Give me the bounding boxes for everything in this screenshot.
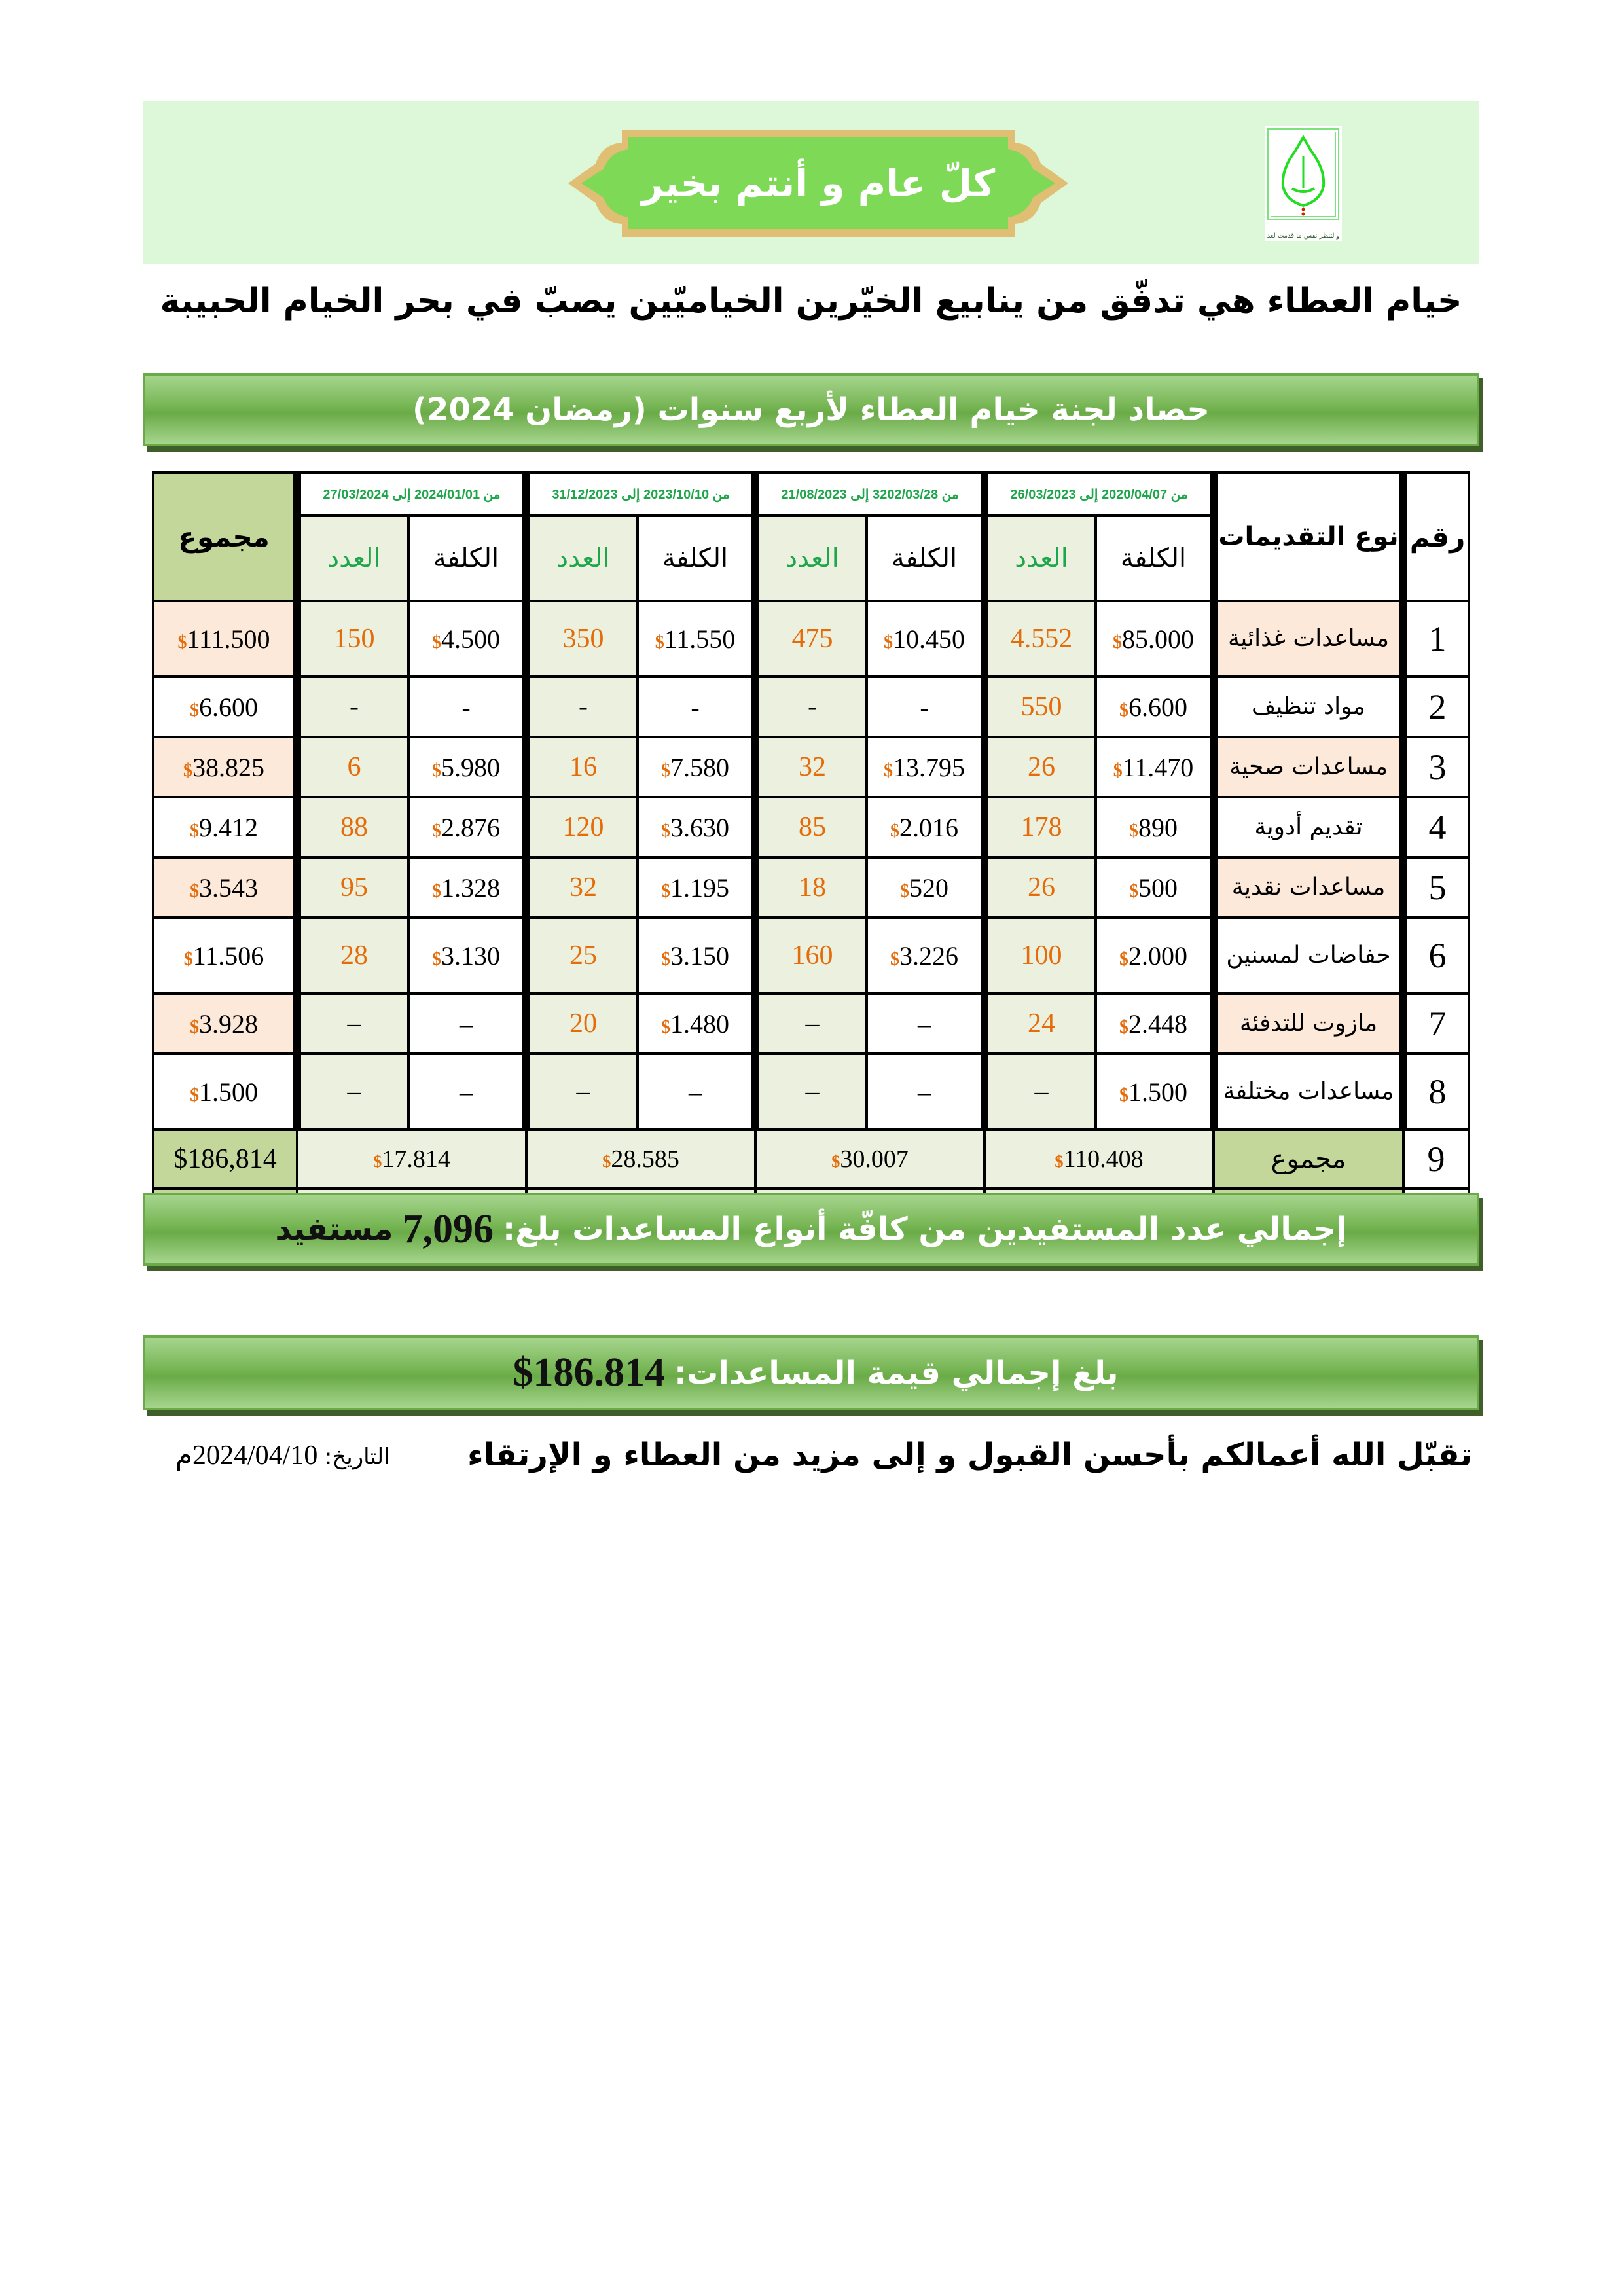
row-rank: 4	[1403, 797, 1469, 857]
row-sum: $111.500	[153, 601, 297, 677]
row-cost: -	[638, 677, 755, 737]
row-rank: 6	[1403, 918, 1469, 994]
totals-row	[153, 1130, 1469, 1189]
dollar-icon: $	[661, 760, 670, 781]
dollar-icon: $	[884, 760, 893, 781]
row-count: 350	[526, 601, 638, 677]
row-cost: –	[408, 994, 526, 1054]
document-date	[175, 1439, 390, 1471]
row-count: 100	[984, 918, 1096, 994]
period-2: من 3202/03/28 إلى 21/08/2023	[755, 473, 984, 516]
row-cost: $3.150	[638, 918, 755, 994]
row-cost: –	[867, 1054, 984, 1130]
period-3: من 2023/10/10 إلى 31/12/2023	[526, 473, 755, 516]
row-rank: 1	[1403, 601, 1469, 677]
dollar-icon: $	[190, 1085, 199, 1105]
row-count: –	[755, 994, 867, 1054]
row-type: حفاضات لمسنين	[1214, 918, 1403, 994]
table-row	[153, 797, 1469, 857]
dollar-icon: $	[432, 760, 441, 781]
dollar-icon: $	[1129, 880, 1138, 901]
row-cost: $3.226	[867, 918, 984, 994]
dollar-icon: $	[190, 700, 199, 721]
dollar-icon: $	[890, 948, 899, 969]
row-count: 178	[984, 797, 1096, 857]
beneficiaries-unit: مستفيد	[275, 1211, 393, 1247]
row-cost: -	[408, 677, 526, 737]
row-count: –	[984, 1054, 1096, 1130]
row-count: -	[526, 677, 638, 737]
header-cost: الكلفة	[867, 516, 984, 601]
row-count: 120	[526, 797, 638, 857]
greeting-frame	[563, 124, 1074, 242]
row-rank: 5	[1403, 857, 1469, 918]
date-label: التاريخ:	[324, 1444, 390, 1470]
row-count: –	[526, 1054, 638, 1130]
row-sum: $6.600	[153, 677, 297, 737]
table-row	[153, 601, 1469, 677]
row-sum: $3.928	[153, 994, 297, 1054]
header-count: العدد	[297, 516, 408, 601]
row-cost: $1.500	[1096, 1054, 1214, 1130]
row-cost: $1.328	[408, 857, 526, 918]
totals-label: مجموع	[1214, 1130, 1403, 1189]
row-type: مساعدات مختلفة	[1214, 1054, 1403, 1130]
row-count: –	[297, 994, 408, 1054]
header-cost: الكلفة	[1096, 516, 1214, 601]
total-period-4: $17.814	[297, 1130, 526, 1189]
row-cost: $3.630	[638, 797, 755, 857]
row-count: 26	[984, 857, 1096, 918]
dollar-icon: $	[602, 1151, 611, 1171]
row-cost: $890	[1096, 797, 1214, 857]
dollar-icon: $	[890, 820, 899, 841]
row-rank: 8	[1403, 1054, 1469, 1130]
row-cost: $7.580	[638, 737, 755, 797]
row-cost: $5.980	[408, 737, 526, 797]
row-count: 26	[984, 737, 1096, 797]
row-type: مساعدات غذائية	[1214, 601, 1403, 677]
period-1: من 2020/04/07 إلى 26/03/2023	[984, 473, 1214, 516]
dollar-icon: $	[432, 948, 441, 969]
table-row	[153, 857, 1469, 918]
header-cost: الكلفة	[408, 516, 526, 601]
dollar-icon: $	[1113, 632, 1122, 653]
row-count: 16	[526, 737, 638, 797]
row-cost: $1.195	[638, 857, 755, 918]
beneficiaries-bar	[143, 1193, 1479, 1266]
row-sum: $38.825	[153, 737, 297, 797]
table-row	[153, 994, 1469, 1054]
row-count: 88	[297, 797, 408, 857]
row-count: 32	[526, 857, 638, 918]
row-cost: –	[638, 1054, 755, 1130]
table-row	[153, 918, 1469, 994]
row-cost: $2.016	[867, 797, 984, 857]
row-cost: $1.480	[638, 994, 755, 1054]
dollar-icon: $	[190, 820, 199, 841]
row-rank: 2	[1403, 677, 1469, 737]
dollar-icon: $	[432, 820, 441, 841]
row-count: 4.552	[984, 601, 1096, 677]
row-count: –	[755, 1054, 867, 1130]
header-sum: مجموع	[153, 473, 297, 601]
dollar-icon: $	[661, 820, 670, 841]
dollar-icon: $	[1129, 820, 1138, 841]
row-sum: $11.506	[153, 918, 297, 994]
row-cost: $3.130	[408, 918, 526, 994]
dollar-icon: $	[1055, 1151, 1064, 1171]
dollar-icon: $	[661, 948, 670, 969]
header-count: العدد	[755, 516, 867, 601]
row-count: -	[297, 677, 408, 737]
table-row	[153, 1054, 1469, 1130]
closing-message: تقبّل الله أعمالكم بأحسن القبول و إلى مزيد من العطاء و الإرتقاء	[467, 1437, 1472, 1473]
dollar-icon: $	[661, 1016, 670, 1037]
row-type: مساعدات صحية	[1214, 737, 1403, 797]
total-value-amount: $186.814	[513, 1350, 665, 1395]
row-count: 18	[755, 857, 867, 918]
dollar-icon: $	[183, 760, 192, 781]
row-count: 150	[297, 601, 408, 677]
row-cost: $10.450	[867, 601, 984, 677]
dollar-icon: $	[177, 632, 187, 653]
title-text: حصاد لجنة خيام العطاء لأربع سنوات (رمضان 2024)	[412, 391, 1210, 428]
title-bar	[143, 373, 1479, 446]
dollar-icon: $	[884, 632, 893, 653]
row-rank: 3	[1403, 737, 1469, 797]
row-type: مساعدات نقدية	[1214, 857, 1403, 918]
aid-summary-table	[152, 471, 1470, 1219]
dollar-icon: $	[1119, 1016, 1128, 1037]
logo-frame	[1267, 128, 1339, 220]
row-count: 95	[297, 857, 408, 918]
row-count: 24	[984, 994, 1096, 1054]
totals-rank: 9	[1403, 1130, 1469, 1189]
row-rank: 7	[1403, 994, 1469, 1054]
row-type: مواد تنظيف	[1214, 677, 1403, 737]
row-cost: $500	[1096, 857, 1214, 918]
total-value-text: بلغ إجمالي قيمة المساعدات:	[674, 1354, 1119, 1391]
row-type: تقديم أدوية	[1214, 797, 1403, 857]
total-value-bar	[143, 1335, 1479, 1410]
row-count: –	[297, 1054, 408, 1130]
row-cost: $2.448	[1096, 994, 1214, 1054]
dollar-icon: $	[432, 632, 441, 653]
header-count: العدد	[526, 516, 638, 601]
header-count: العدد	[984, 516, 1096, 601]
row-cost: $2.000	[1096, 918, 1214, 994]
dollar-icon: $	[1119, 700, 1128, 721]
dollar-icon: $	[190, 1016, 199, 1037]
row-sum: $9.412	[153, 797, 297, 857]
row-count: 20	[526, 994, 638, 1054]
row-cost: $13.795	[867, 737, 984, 797]
dollar-icon: $	[655, 632, 664, 653]
header-cost: الكلفة	[638, 516, 755, 601]
dollar-icon: $	[1119, 1085, 1128, 1105]
row-count: 160	[755, 918, 867, 994]
grand-total: $186,814	[153, 1130, 297, 1189]
row-count: 475	[755, 601, 867, 677]
subtitle: خيام العطاء هي تدفّق من ينابيع الخيّرين الخياميّين يصبّ في بحر الخيام الحبيبة	[160, 281, 1462, 321]
dollar-icon: $	[183, 948, 193, 969]
row-count: 6	[297, 737, 408, 797]
organization-logo	[1265, 126, 1342, 241]
row-cost: $11.470	[1096, 737, 1214, 797]
row-sum: $3.543	[153, 857, 297, 918]
logo-caption: و لتنظر نفس ما قدمت لغد	[1267, 232, 1340, 240]
dollar-icon: $	[831, 1151, 840, 1171]
row-count: 550	[984, 677, 1096, 737]
row-cost: -	[867, 677, 984, 737]
table-row	[153, 677, 1469, 737]
row-type: مازوت للتدفئة	[1214, 994, 1403, 1054]
total-period-3: $28.585	[526, 1130, 755, 1189]
dollar-icon: $	[190, 880, 199, 901]
row-count: 25	[526, 918, 638, 994]
row-cost: –	[867, 994, 984, 1054]
row-sum: $1.500	[153, 1054, 297, 1130]
row-cost: –	[408, 1054, 526, 1130]
header-rank: رقم	[1403, 473, 1469, 601]
row-count: 32	[755, 737, 867, 797]
total-period-2: $30.007	[755, 1130, 984, 1189]
dollar-icon: $	[1113, 760, 1123, 781]
row-cost: $4.500	[408, 601, 526, 677]
total-period-1: $110.408	[984, 1130, 1214, 1189]
greeting-text: كلّ عام و أنتم بخير	[641, 161, 996, 206]
row-count: 28	[297, 918, 408, 994]
dollar-icon: $	[1119, 948, 1128, 969]
row-cost: $520	[867, 857, 984, 918]
row-cost: $2.876	[408, 797, 526, 857]
date-value: 2024/04/10م	[175, 1441, 318, 1471]
calligraphy-logo-icon	[1269, 130, 1338, 219]
row-cost: $11.550	[638, 601, 755, 677]
dollar-icon: $	[661, 880, 670, 901]
beneficiaries-value: 7,096	[402, 1206, 494, 1251]
dollar-icon: $	[900, 880, 909, 901]
beneficiaries-text: إجمالي عدد المستفيدين من كافّة أنواع المساعدات بلغ:	[502, 1211, 1347, 1247]
table-row	[153, 737, 1469, 797]
row-cost: $85.000	[1096, 601, 1214, 677]
dollar-icon: $	[432, 880, 441, 901]
row-cost: $6.600	[1096, 677, 1214, 737]
table-body	[153, 601, 1469, 1130]
header-row-periods	[153, 473, 1469, 516]
row-count: 85	[755, 797, 867, 857]
dollar-icon: $	[373, 1151, 382, 1171]
period-4: من 2024/01/01 إلى 27/03/2024	[297, 473, 526, 516]
header-type: نوع التقديمات	[1214, 473, 1403, 601]
row-count: -	[755, 677, 867, 737]
